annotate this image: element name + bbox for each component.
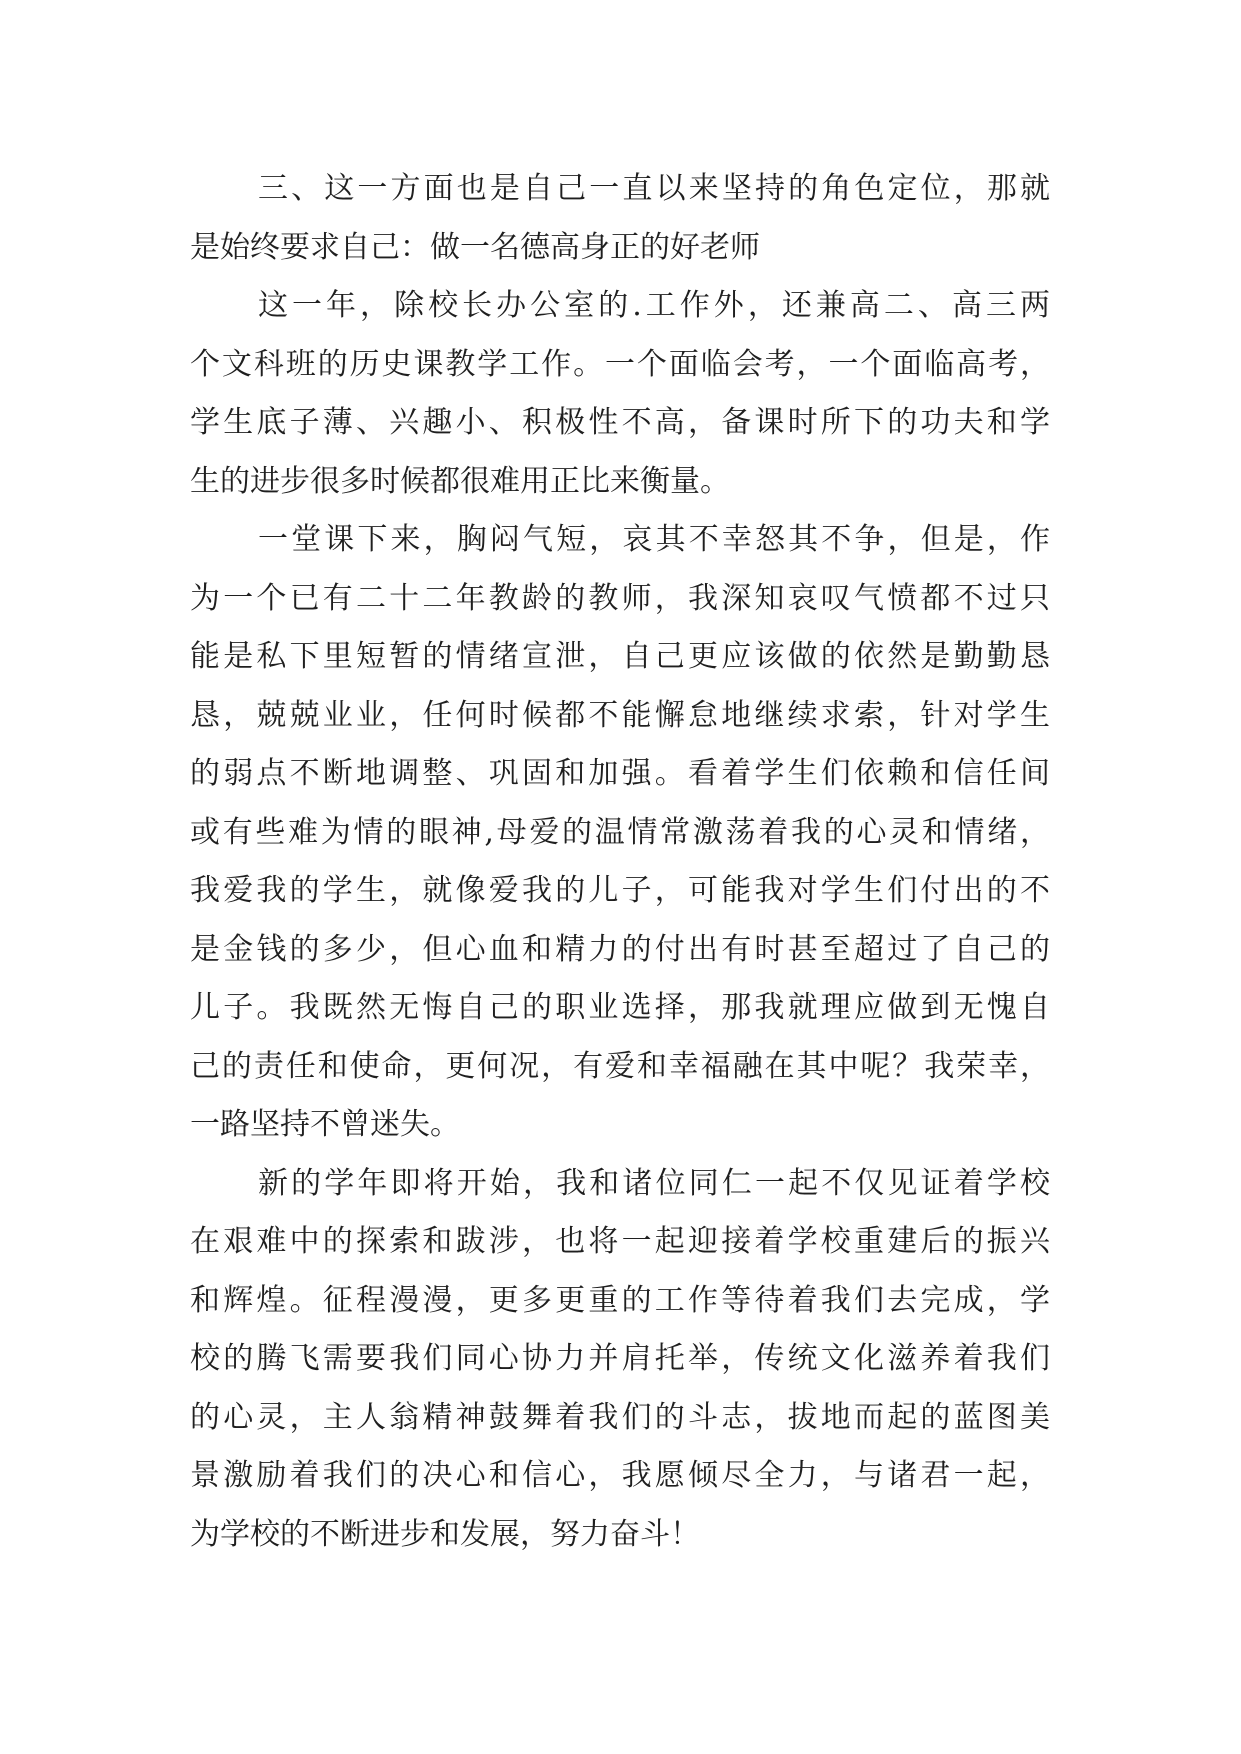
paragraph-line: 校的腾飞需要我们同心协力并肩托举，传统文化滋养着我们	[190, 1341, 1050, 1376]
paragraph-line: 在艰难中的探索和跋涉，也将一起迎接着学校重建后的振兴	[190, 1224, 1050, 1259]
paragraph-line: 儿子。我既然无悔自己的职业选择，那我就理应做到无愧自	[190, 990, 1050, 1025]
paragraph-line: 景激励着我们的决心和信心，我愿倾尽全力，与诸君一起，	[190, 1458, 1050, 1493]
paragraph-line: 或有些难为情的眼神,母爱的温情常激荡着我的心灵和情绪，	[190, 814, 1050, 850]
body-text	[190, 160, 1050, 1564]
paragraph-line: 学生底子薄、兴趣小、积极性不高，备课时所下的功夫和学	[190, 405, 1050, 440]
paragraph-line: 三、这一方面也是自己一直以来坚持的角色定位，那就	[258, 171, 1050, 206]
paragraph-line: 恳，兢兢业业，任何时候都不能懈怠地继续求索，针对学生	[190, 697, 1050, 733]
paragraph-line: 这一年，除校长办公室的.工作外，还兼高二、高三两	[258, 288, 1050, 323]
paragraph-line: 的心灵，主人翁精神鼓舞着我们的斗志，拔地而起的蓝图美	[190, 1399, 1050, 1435]
paragraph-line: 为学校的不断进步和发展，努力奋斗！	[190, 1516, 700, 1552]
paragraph-line: 是始终要求自己：做一名德高身正的好老师	[190, 229, 760, 265]
paragraph-line: 是金钱的多少，但心血和精力的付出有时甚至超过了自己的	[190, 931, 1050, 967]
paragraph-line: 个文科班的历史课教学工作。一个面临会考，一个面临高考，	[190, 346, 1050, 382]
paragraph-line: 生的进步很多时候都很难用正比来衡量。	[190, 463, 730, 499]
paragraph-line: 一堂课下来，胸闷气短，哀其不幸怒其不争，但是，作	[258, 522, 1050, 557]
paragraph-line: 的弱点不断地调整、巩固和加强。看着学生们依赖和信任间	[190, 756, 1050, 791]
paragraph-line: 新的学年即将开始，我和诸位同仁一起不仅见证着学校	[258, 1165, 1050, 1201]
paragraph-line: 己的责任和使命，更何况，有爱和幸福融在其中呢？我荣幸，	[190, 1048, 1050, 1084]
paragraph-line: 能是私下里短暂的情绪宣泄，自己更应该做的依然是勤勤恳	[190, 639, 1050, 674]
paragraph-line: 和辉煌。征程漫漫，更多更重的工作等待着我们去完成，学	[190, 1282, 1050, 1318]
paragraph-line: 为一个已有二十二年教龄的教师，我深知哀叹气愤都不过只	[190, 580, 1050, 616]
paragraph-line: 一路坚持不曾迷失。	[190, 1107, 460, 1142]
paragraph-line: 我爱我的学生，就像爱我的儿子，可能我对学生们付出的不	[190, 873, 1050, 908]
